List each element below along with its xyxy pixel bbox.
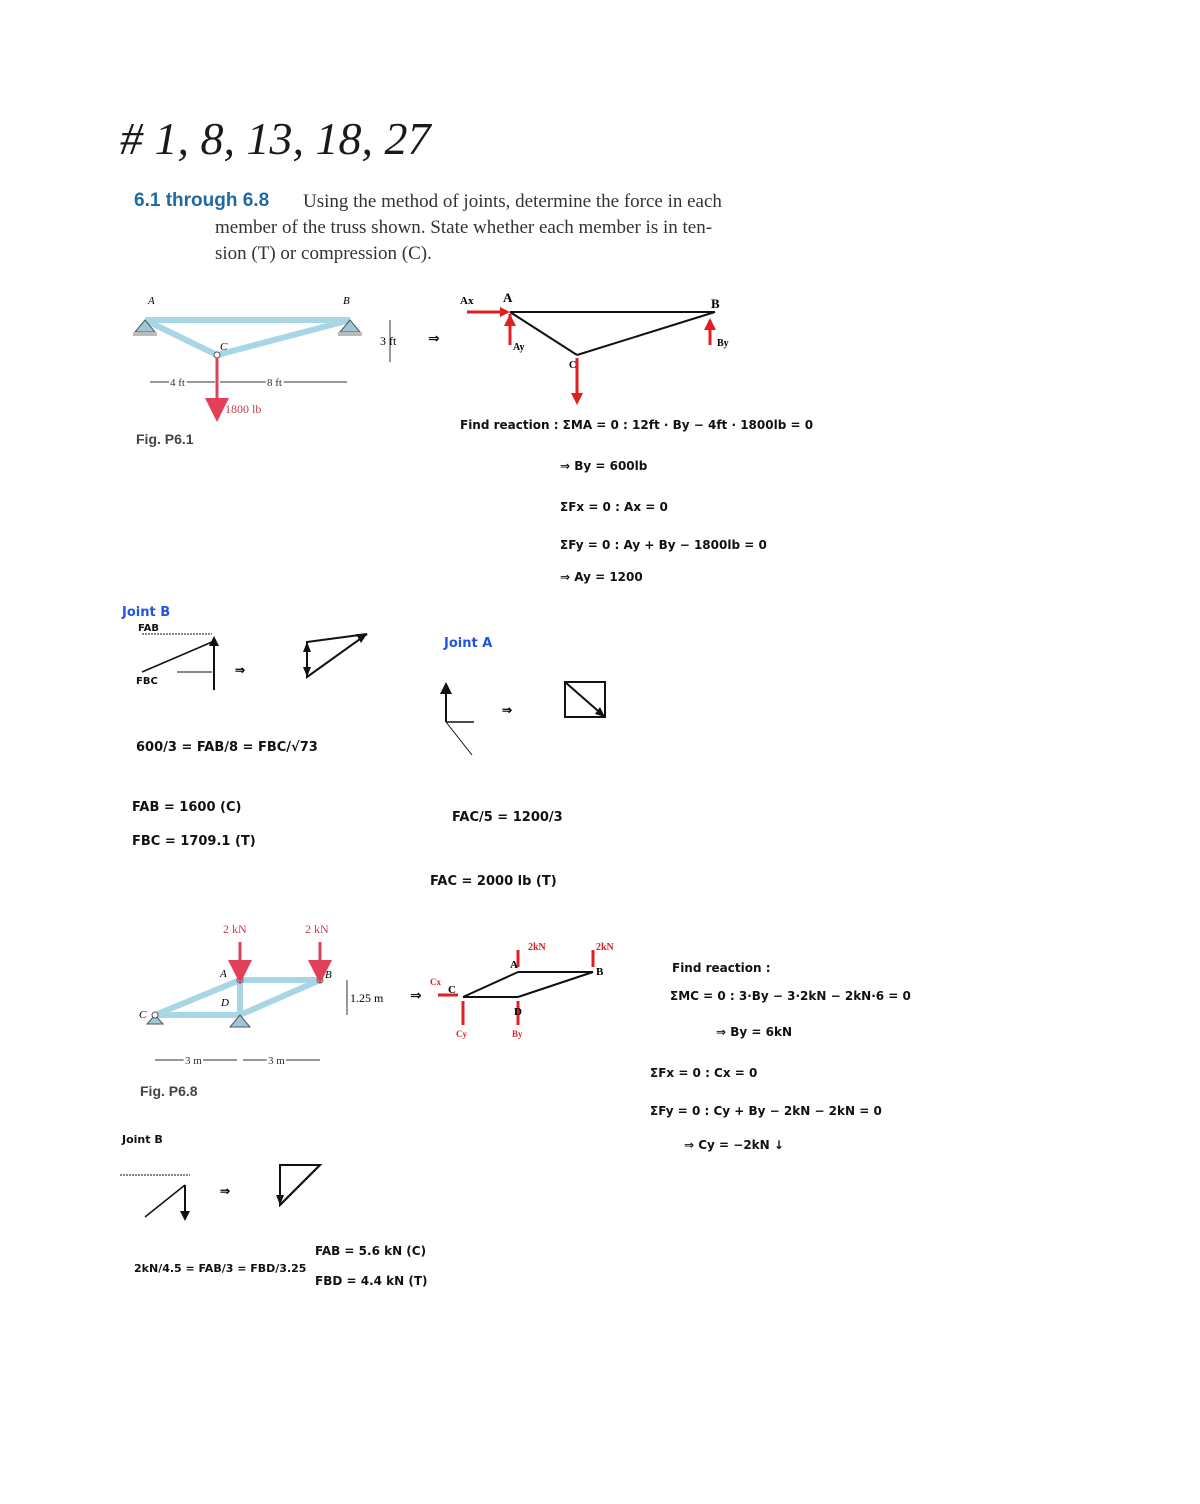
ratio-joint-b: 600/3 = FAB/8 = FBC/√73 bbox=[136, 740, 318, 755]
result-fab8: FAB = 5.6 kN (C) bbox=[315, 1244, 427, 1258]
svg-text:B: B bbox=[325, 969, 332, 981]
result-fab: FAB = 1600 (C) bbox=[132, 800, 242, 815]
problem-statement bbox=[215, 189, 815, 267]
joint-a-heading: Joint A bbox=[444, 636, 493, 651]
ratio-joint-a: FAC/5 = 1200/3 bbox=[452, 810, 563, 825]
fbc-label: FBC bbox=[136, 676, 158, 687]
problem-line-1: Using the method of joints, determine the force in each bbox=[303, 191, 722, 212]
svg-text:C: C bbox=[448, 984, 456, 996]
svg-text:2kN: 2kN bbox=[596, 942, 614, 953]
svg-text:A: A bbox=[220, 968, 227, 980]
height-label: 3 ft bbox=[380, 334, 397, 348]
note-fy-8: ΣFy = 0 : Cy + By − 2kN − 2kN = 0 bbox=[650, 1104, 882, 1118]
dim-8ft: 8 ft bbox=[267, 377, 282, 389]
note-fx-8: ΣFx = 0 : Cx = 0 bbox=[650, 1066, 758, 1080]
figure-p6-1 bbox=[125, 290, 425, 430]
svg-text:B: B bbox=[711, 296, 720, 311]
joint-b-heading: Joint B bbox=[122, 605, 171, 620]
svg-text:2 kN: 2 kN bbox=[223, 922, 247, 936]
note-by-8: ⇒ By = 6kN bbox=[716, 1025, 792, 1039]
figure-p6-8 bbox=[135, 920, 395, 1075]
fab-label: FAB bbox=[138, 623, 160, 634]
note-fx-1: ΣFx = 0 : Ax = 0 bbox=[560, 500, 668, 514]
joint-a-sketch bbox=[432, 660, 622, 760]
svg-text:Ay: Ay bbox=[513, 342, 525, 353]
svg-text:3 m: 3 m bbox=[185, 1055, 202, 1067]
load-label: 1800 lb bbox=[225, 402, 262, 416]
svg-text:A: A bbox=[503, 290, 513, 305]
svg-text:C: C bbox=[139, 1009, 147, 1021]
svg-text:By: By bbox=[512, 1029, 523, 1039]
svg-text:Cy: Cy bbox=[456, 1029, 467, 1039]
svg-text:D: D bbox=[514, 1006, 522, 1018]
svg-text:By: By bbox=[717, 338, 729, 349]
member-ac bbox=[145, 320, 217, 355]
svg-text:2 kN: 2 kN bbox=[305, 922, 329, 936]
fig-caption-p6-8: Fig. P6.8 bbox=[140, 1083, 198, 1099]
joint-b8-sketch bbox=[115, 1155, 335, 1235]
svg-text:C: C bbox=[569, 360, 577, 371]
svg-text:Ax: Ax bbox=[460, 295, 474, 307]
result-fbd8: FBD = 4.4 kN (T) bbox=[315, 1274, 428, 1288]
page-title: # 1, 8, 13, 18, 27 bbox=[120, 113, 431, 164]
svg-text:⇒: ⇒ bbox=[220, 1184, 231, 1198]
fig-caption-p6-1: Fig. P6.1 bbox=[136, 431, 194, 447]
result-fac: FAC = 2000 lb (T) bbox=[430, 874, 557, 889]
problem-line-3: sion (T) or compression (C). bbox=[215, 243, 432, 264]
dim-4ft: 4 ft bbox=[170, 377, 185, 389]
svg-text:2kN: 2kN bbox=[528, 942, 546, 953]
svg-text:1.25 m: 1.25 m bbox=[350, 991, 384, 1005]
svg-text:3 m: 3 m bbox=[268, 1055, 285, 1067]
joint-b8-heading: Joint B bbox=[122, 1133, 163, 1146]
fbd-p6-8 bbox=[428, 935, 628, 1045]
fbd-p6-1 bbox=[455, 290, 745, 410]
svg-text:D: D bbox=[221, 997, 229, 1009]
note-reaction-1: Find reaction : ΣMA = 0 : 12ft · By − 4ft · 1800lb = 0 bbox=[460, 418, 814, 432]
result-fbc: FBC = 1709.1 (T) bbox=[132, 834, 256, 849]
note-mc-8: ΣMC = 0 : 3·By − 3·2kN − 2kN·6 = 0 bbox=[670, 989, 911, 1003]
note-fy-1: ΣFy = 0 : Ay + By − 1800lb = 0 bbox=[560, 538, 767, 552]
problem-number: 6.1 through 6.8 bbox=[134, 190, 270, 211]
label-a: A bbox=[148, 295, 155, 307]
note-by-1: ⇒ By = 600lb bbox=[560, 459, 648, 473]
note-ay-1: ⇒ Ay = 1200 bbox=[560, 570, 643, 584]
svg-text:⇒: ⇒ bbox=[502, 703, 513, 717]
problem-line-2: member of the truss shown. State whether each member is in ten- bbox=[215, 217, 713, 238]
ratio-joint-b8: 2kN/4.5 = FAB/3 = FBD/3.25 bbox=[134, 1262, 307, 1275]
note-reaction-8: Find reaction : bbox=[672, 961, 771, 975]
label-b: B bbox=[343, 295, 350, 307]
svg-text:Cx: Cx bbox=[430, 977, 441, 987]
svg-text:A: A bbox=[510, 959, 518, 971]
label-c: C bbox=[220, 341, 228, 353]
svg-text:⇒: ⇒ bbox=[235, 663, 246, 677]
note-cy-8: ⇒ Cy = −2kN ↓ bbox=[684, 1138, 784, 1152]
joint-b-sketch bbox=[132, 622, 372, 702]
member-bc bbox=[217, 320, 350, 355]
svg-text:B: B bbox=[596, 966, 604, 978]
